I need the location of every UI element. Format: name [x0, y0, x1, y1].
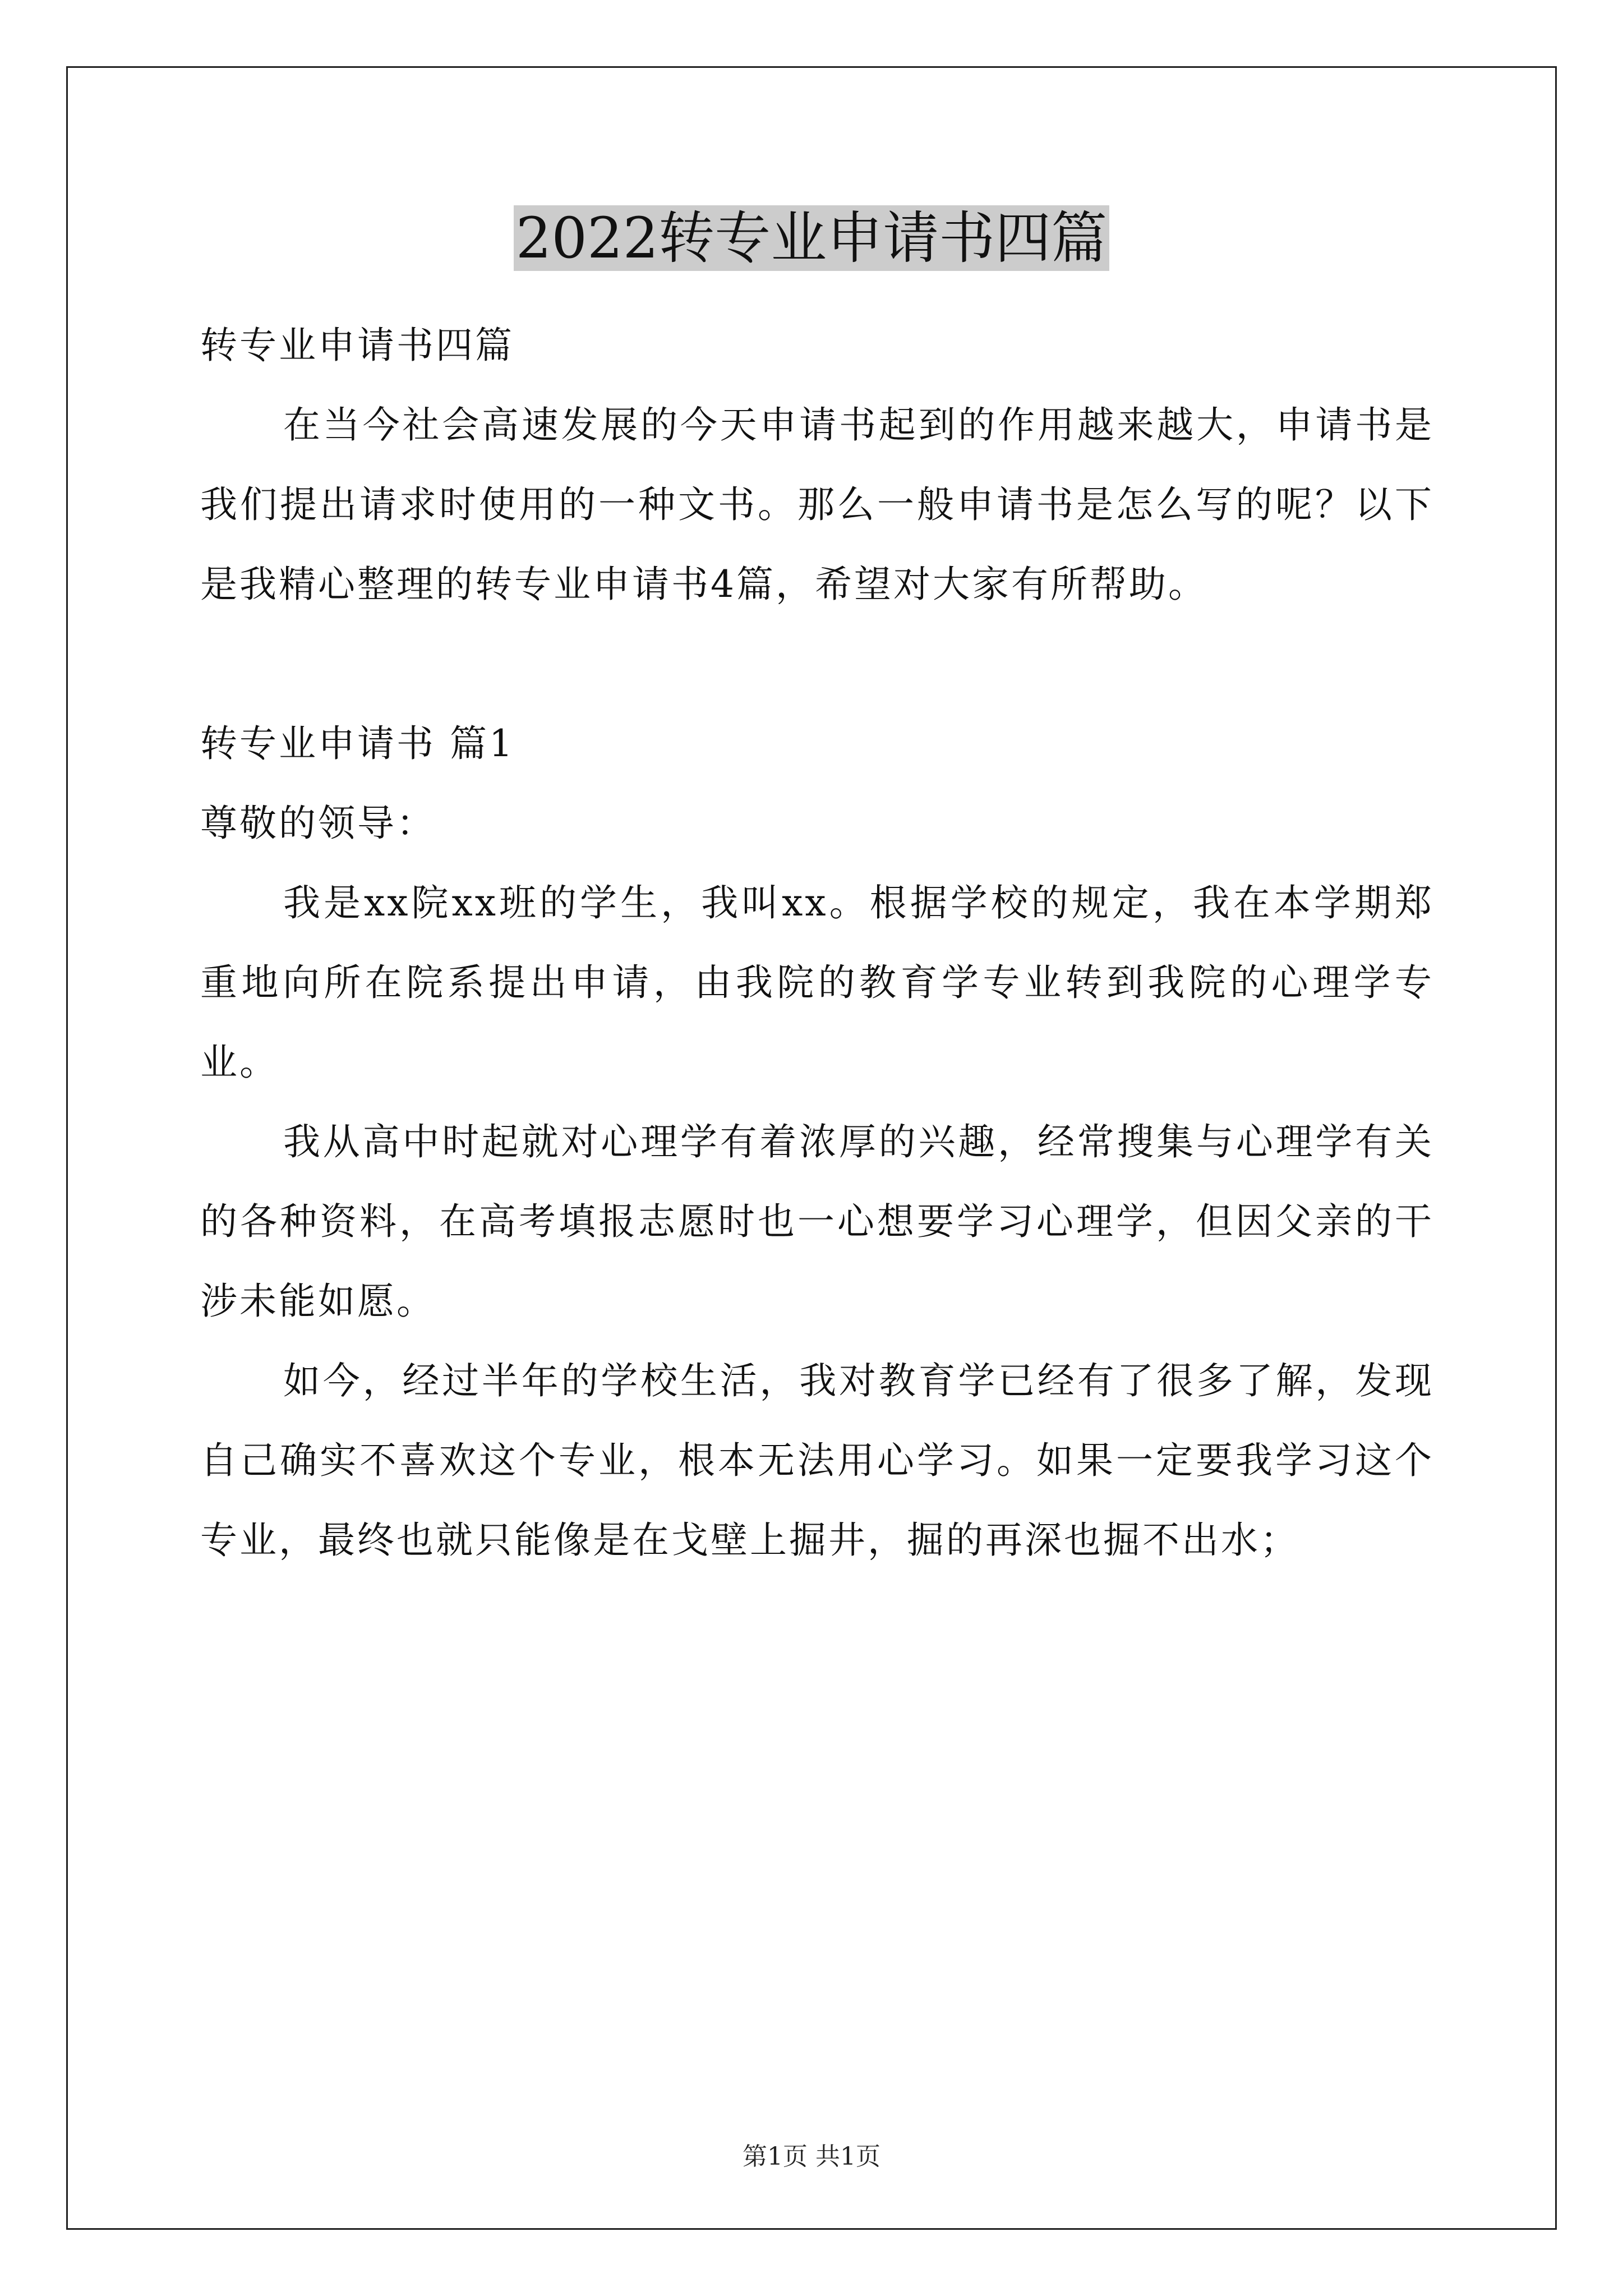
page-footer: 第1页 共1页 — [743, 2142, 880, 2171]
section-heading: 转专业申请书 篇1 — [200, 722, 515, 765]
document-title: 2022转专业申请书四篇 — [0, 199, 1623, 278]
body-paragraph-3: 如今，经过半年的学校生活，我对教育学已经有了很多了解，发现自己确实不喜欢这个专业，根本无法用心学习。如果一定要我学习这个专业，最终也就只能像是在戈壁上掘井，掘的再深也掘不出水； — [200, 1359, 1434, 1562]
intro-paragraph: 在当今社会高速发展的今天申请书起到的作用越来越大，申请书是我们提出请求时使用的一种文书。那么一般申请书是怎么写的呢？以下是我精心整理的转专业申请书4篇，希望对大家有所帮助。 — [200, 403, 1434, 606]
salutation: 尊敬的领导： — [200, 802, 436, 845]
section-spacer — [200, 624, 1434, 704]
document-subtitle: 转专业申请书四篇 — [200, 324, 514, 367]
body-paragraph-2: 我从高中时起就对心理学有着浓厚的兴趣，经常搜集与心理学有关的各种资料，在高考填报志愿时也一心想要学习心理学，但因父亲的干涉未能如愿。 — [200, 1120, 1434, 1323]
body-paragraph-1: 我是xx院xx班的学生，我叫xx。根据学校的规定，我在本学期郑重地向所在院系提出申请，由我院的教育学专业转到我院的心理学专业。 — [200, 881, 1434, 1084]
document-body — [200, 306, 1434, 1580]
